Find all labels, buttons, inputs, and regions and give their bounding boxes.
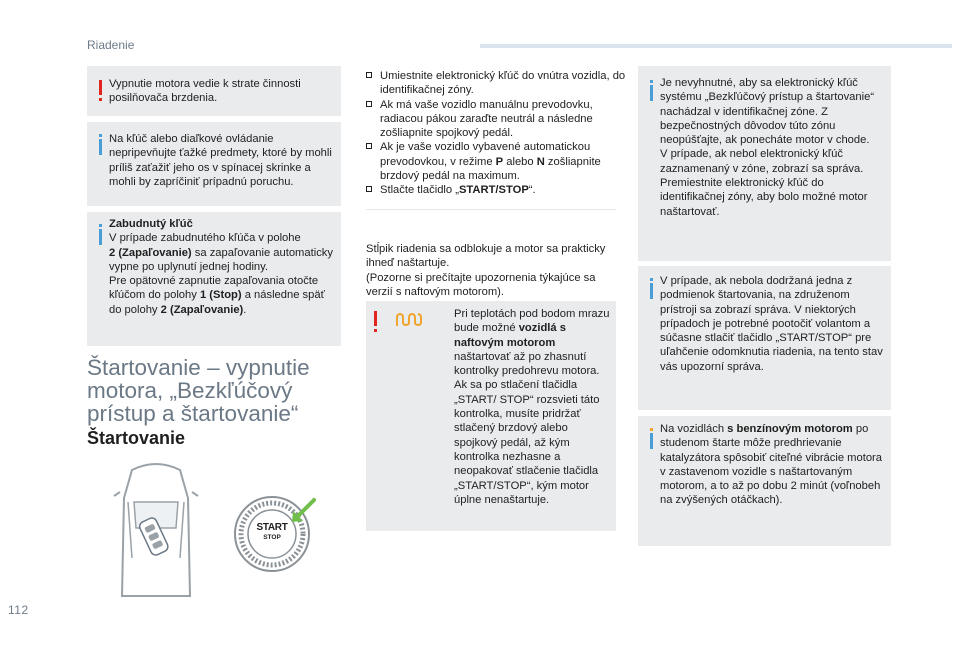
start-steps-list	[366, 69, 626, 198]
info-icon	[98, 224, 103, 246]
petrol-text: Na vozidlách s benzínovým motorom po studenom štarte môže predhrievanie katalyzátora spôsobiť citeľné vibrácie motora v zastavenom vozidle s naštartovaným motorom, a to až po dobu 2 minút (voľnobeh na zvýšených otáčkach).	[660, 423, 882, 507]
info-text-keyring: Na kľúč alebo diaľkové ovládanie nepripevňujte ťažké predmety, ktoré by mohli príliš zaťažiť jeho os v spínacej skrinke a mohli by zapríčiniť prípadnú poruchu.	[109, 133, 332, 188]
start-conditions-text: V prípade, ak nebola dodržaná jedna z podmienok štartovania, na združenom prístroji sa zobrazí správa. V niektorých prípadoch je potrebné pootočiť volantom a súčasne stlačiť tlačidlo „START/STOP“ pre uľahčenie odomknutia riadenia, na tento stav vás upozorní správa.	[660, 275, 883, 373]
info-box-key-zone	[638, 66, 891, 261]
bullet-square-icon	[366, 72, 372, 78]
info-icon	[649, 278, 654, 300]
diesel-note-line: (Pozorne si prečítajte upozornenia týkajúce sa verzií s naftovým motorom).	[366, 271, 596, 298]
info-box-start-conditions	[638, 266, 891, 410]
eco-info-icon	[649, 428, 654, 450]
subsection-title: Štartovanie	[87, 428, 186, 448]
stop-label: STOP	[263, 534, 281, 541]
info-box-keyring	[87, 122, 341, 206]
diesel-warning-text	[454, 307, 612, 507]
start-stop-button-illustration	[232, 494, 312, 574]
steering-unlock-text	[366, 242, 618, 299]
warning-box	[87, 66, 341, 116]
key-zone-para-2: V prípade, ak nebol elektronický kľúč zaznamenaný v zóne, zobrazí sa správa.	[660, 148, 864, 175]
forgotten-key-line3: Pre opätovné zapnutie zapaľovania otočte kľúčom do polohy 1 (Stop) a následne späť do polohy 2 (Zapaľovanie).	[109, 275, 325, 316]
list-item: Stlačte tlačidlo „START/STOP“.	[366, 183, 626, 197]
forgotten-key-title: Zabudnutý kľúč	[109, 218, 193, 230]
forgotten-key-line2: 2 (Zapaľovanie) sa zapaľovanie automaticky vypne po uplynutí jednej hodiny.	[109, 246, 333, 273]
bullet-square-icon	[366, 143, 372, 149]
list-item: Umiestnite elektronický kľúč do vnútra vozidla, do identifikačnej zóny.	[366, 69, 626, 98]
divider	[366, 209, 616, 210]
bullet-square-icon	[366, 101, 372, 107]
page-number: 112	[8, 603, 29, 617]
info-icon	[649, 80, 654, 102]
start-label: START	[256, 522, 288, 533]
info-box-forgotten-key	[87, 212, 341, 346]
key-zone-para-1: Je nevyhnutné, aby sa elektronický kľúč systému „Bezkľúčový prístup a štartovanie“ nachádzal v identifikačnej zóne. Z bezpečnostných dôvodov túto zónu neopúšťajte, ak ponecháte motor v chode.	[660, 77, 875, 147]
header-section-label: Riadenie	[87, 38, 135, 52]
forgotten-key-line1: V prípade zabudnutého kľúča v polohe	[109, 232, 301, 245]
warning-text: Vypnutie motora vedie k strate činnosti posilňovača brzdenia.	[109, 78, 301, 105]
key-zone-para-3: Premiestnite elektronický kľúč do identifikačnej zóny, aby bolo možné motor naštartovať.	[660, 177, 868, 218]
list-item: Ak je vaše vozidlo vybavené automatickou prevodovkou, v režime P alebo N zošliapnite brzdový pedál na maximum.	[366, 140, 626, 183]
glow-plug-icon	[394, 312, 424, 328]
section-title: Štartovanie – vypnutie motora, „Bezkľúčový prístup a štartovanie“	[87, 355, 310, 426]
info-icon	[98, 134, 103, 156]
list-item: Ak má vaše vozidlo manuálnu prevodovku, radiacou pákou zaraďte neutrál a následne zošliapnite spojkový pedál.	[366, 98, 626, 141]
car-key-illustration	[110, 458, 202, 598]
diesel-para-2: Ak sa po stlačení tlačidla „START/ STOP“ rozsvieti táto kontrolka, musíte pridržať stlačený brzdový alebo spojkový pedál, až kým kontrolka nezhasne a neopakovať stlačenie tlačidla „START/STOP“, kým motor úplne nenaštartuje.	[454, 379, 600, 506]
key-zone-text	[660, 76, 884, 219]
diesel-para-1: Pri teplotách pod bodom mrazu bude možné vozidlá s naftovým motorom naštartovať až po zhasnutí kontrolky predohrevu motora.	[454, 308, 610, 378]
header-bar	[480, 44, 952, 48]
press-arrow-icon	[288, 496, 318, 526]
warning-icon	[373, 311, 378, 333]
eco-info-box-petrol	[638, 416, 891, 546]
warning-icon	[98, 80, 103, 102]
bullet-square-icon	[366, 186, 372, 192]
forgotten-key-text	[109, 217, 335, 317]
unlock-text-line: Stĺpik riadenia sa odblokuje a motor sa prakticky ihneď naštartuje.	[366, 243, 606, 270]
diesel-warning-box	[366, 301, 616, 531]
